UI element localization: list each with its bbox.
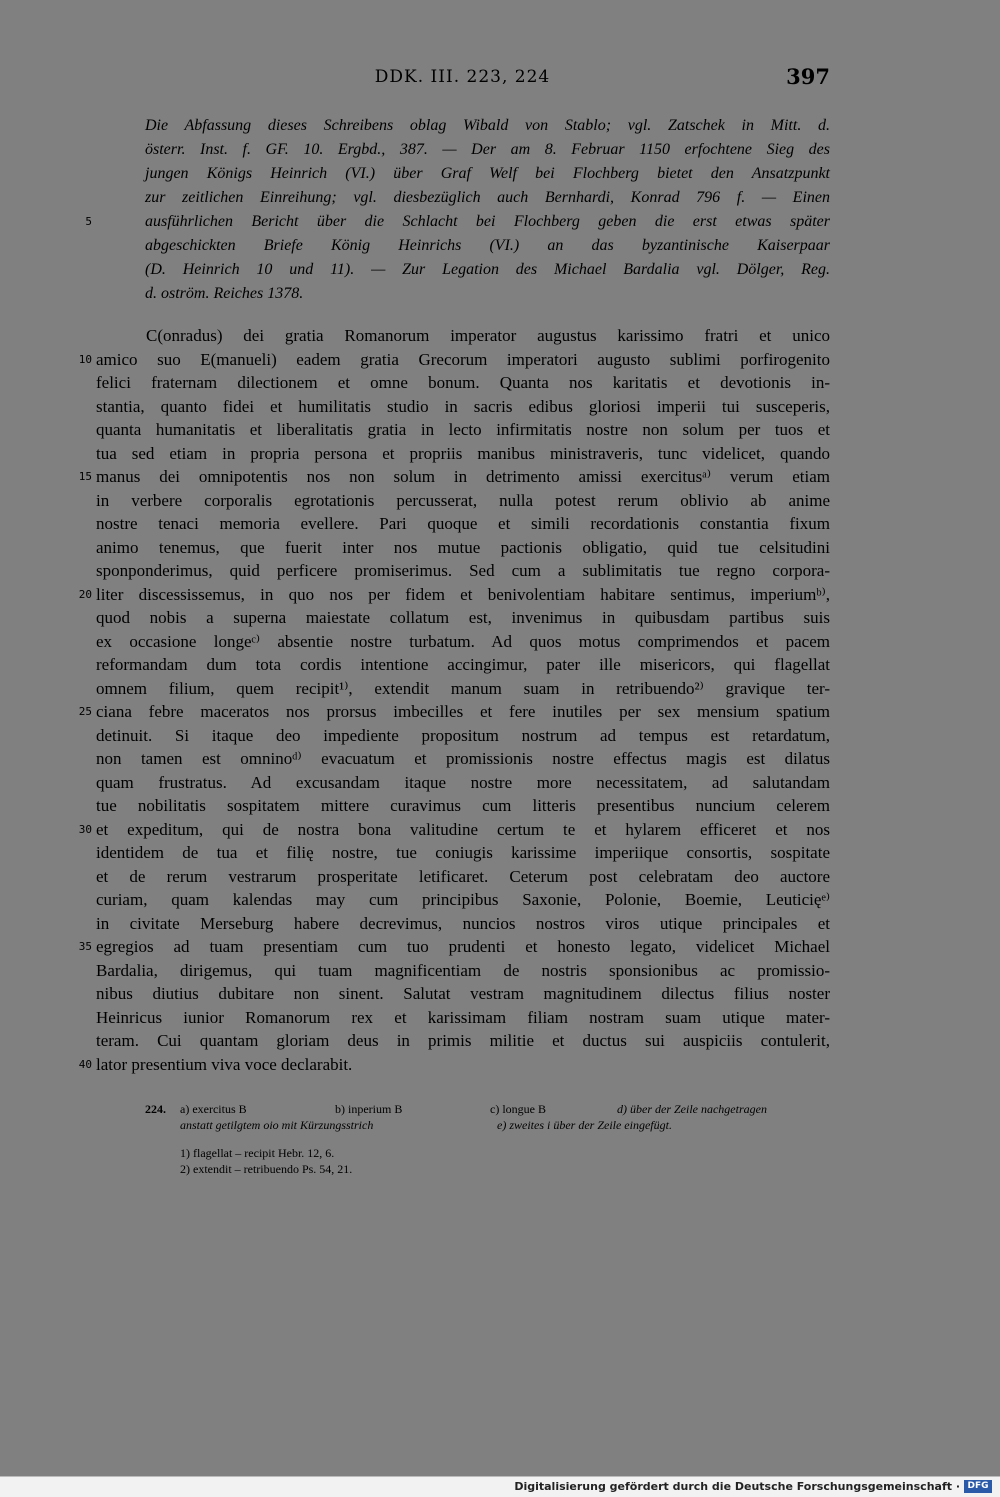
text-line: liter discessissemus, in quo nos per fidem et benivolentiam habitare sentimus, imperiumᵇ⁾, — [96, 584, 830, 604]
footnote-d-continued: anstatt getilgtem oio mit Kürzungsstrich — [180, 1118, 374, 1132]
digitization-footer — [0, 1476, 1000, 1497]
text-line: Heinricus iunior Romanorum rex et karissimam filiam nostram suam utique mater- — [96, 1007, 830, 1027]
footnote-c: c) longue B — [490, 1102, 546, 1116]
text-line: reformandam dum tota cordis intentione accingimur, pater ille misericors, qui flagellat — [96, 655, 830, 674]
margin-line-number: 20 — [78, 587, 92, 601]
text-line: ciana febre maceratos nos prorsus imbecilles et fere inutiles per sex mensium spatium — [96, 702, 830, 721]
text-line: animo tenemus, que fuerit inter nos mutue pactionis obligatio, quid tue celsitudini — [96, 537, 830, 557]
footnote-d: d) über der Zeile nachgetragen — [617, 1102, 767, 1116]
text-line: tua sed etiam in propria persona et propriis manibus ministraveris, tunc videlicet, quando — [96, 443, 830, 463]
preface-line: österr. Inst. f. GF. 10. Ergbd., 387. — Der am 8. Februar 1150 erfochtene Sieg des — [145, 141, 830, 158]
text-line: stantia, quanto fidei et humilitatis studio in sacris edibus gloriosi imperii tui susceperis, — [96, 396, 830, 416]
text-line: felici fraternam dilectionem et omne bonum. Quanta nos karitatis et devotionis in- — [96, 373, 830, 392]
preface-line: ausführlichen Bericht über die Schlacht bei Flochberg geben die erst etwas später — [145, 213, 830, 230]
text-line: curiam, quam kalendas may cum principibus Saxonie, Polonie, Boemie, Leuticięᵉ⁾ — [96, 890, 830, 909]
charter-text — [96, 324, 830, 1076]
footnote-doc-number: 224. — [145, 1102, 166, 1116]
margin-line-number: 15 — [78, 470, 92, 483]
text-line: et expeditum, qui de nostra bona valitudine certum te et hylarem efficeret et nos — [96, 819, 830, 839]
page-number: 397 — [786, 64, 830, 89]
text-line: amico suo E(manueli) eadem gratia Grecorum imperatori augusto sublimi porfirogenito — [96, 349, 830, 369]
running-head — [95, 64, 830, 90]
text-line: in verbere corporalis egrotationis percusserat, nulla potest rerum oblivio ab anime — [96, 490, 830, 510]
footnote-reference-2: 2) extendit – retribuendo Ps. 54, 21. — [180, 1162, 353, 1176]
text-line: detinuit. Si itaque deo impediente propositum nostrum ad tempus est retardatum, — [96, 725, 830, 745]
text-line: C(onradus) dei gratia Romanorum imperator augustus karissimo fratri et unico — [146, 326, 830, 345]
margin-line-number: 10 — [78, 352, 92, 366]
margin-line-number: 35 — [78, 940, 92, 953]
preface-line: Die Abfassung dieses Schreibens oblag Wibald von Stablo; vgl. Zatschek in Mitt. d. — [145, 117, 830, 134]
footnote-row-textcritical-2 — [145, 1117, 835, 1133]
footnote-reference-1: 1) flagellat – recipit Hebr. 12, 6. — [180, 1146, 335, 1160]
text-line: quod nobis a superna maiestate collatum est, invenimus in quibusdam partibus suis — [96, 608, 830, 627]
text-line: omnem filium, quem recipit¹⁾, extendit manum suam in retribuendo²⁾ gravique ter- — [96, 678, 830, 698]
text-line: lator presentium viva voce declarabit. — [96, 1054, 353, 1074]
text-line: et de rerum vestrarum prosperitate letificaret. Ceterum post celebratam deo auctore — [96, 866, 830, 886]
footnote-b: b) inperium B — [335, 1102, 403, 1116]
text-line: Bardalia, dirigemus, qui tuam magnificentiam de nostris sponsionibus ac promissio- — [96, 960, 830, 980]
text-line: quanta humanitatis et liberalitatis gratia in lecto infirmitatis nostre non solum per tuos et — [96, 420, 830, 439]
text-line: teram. Cui quantam gloriam deus in primis militie et ductus sui auspiciis contulerit, — [96, 1031, 830, 1050]
running-head-title: DDK. III. 223, 224 — [374, 67, 551, 87]
preface-commentary — [145, 114, 830, 306]
margin-line-number: 40 — [78, 1057, 92, 1071]
text-line: egregios ad tuam presentiam cum tuo prudenti et honesto legato, videlicet Michael — [96, 937, 830, 956]
preface-line: jungen Königs Heinrich (VI.) über Graf Welf bei Flochberg bietet den Ansatzpunkt — [145, 165, 830, 182]
text-line: in civitate Merseburg habere decrevimus, nuncios nostros viros utique principales et — [96, 913, 830, 933]
footnote-a: a) exercitus B — [180, 1102, 247, 1116]
footnote-e: e) zweites i über der Zeile eingefügt. — [497, 1118, 672, 1132]
margin-line-number: 5 — [85, 215, 92, 228]
preface-line: (D. Heinrich 10 und 11). — Zur Legation des Michael Bardalia vgl. Dölger, Reg. — [145, 261, 830, 278]
text-line: sponponderimus, quid perficere promiserimus. Sed cum a sublimitatis tue regno corpora- — [96, 561, 830, 580]
text-line: tue nobilitatis sospitatem mittere curavimus cum litteris presentibus nuncium celerem — [96, 796, 830, 815]
text-line: nostre tenaci memoria evellere. Pari quoque et simili recordationis constantia fixum — [96, 514, 830, 533]
preface-line: zur zeitlichen Einreihung; vgl. diesbezüglich auch Bernhardi, Konrad 796 f. — Einen — [145, 189, 830, 206]
footer-credit: Digitalisierung gefördert durch die Deutsche Forschungsgemeinschaft · — [514, 1480, 960, 1493]
dfg-logo-icon[interactable]: DFG — [964, 1480, 992, 1493]
text-line: quam frustratus. Ad excusandam itaque nostre more necessitatem, ad salutandam — [96, 772, 830, 792]
margin-line-number: 30 — [78, 822, 92, 836]
text-line: ex occasione longeᶜ⁾ absentie nostre turbatum. Ad quos motus comprimendos et pacem — [96, 631, 830, 651]
preface-line: d. oström. Reiches 1378. — [145, 285, 304, 302]
footnote-row-textcritical-1 — [145, 1101, 835, 1117]
text-line: manus dei omnipotentis nos non solum in detrimento amissi exercitusᵃ⁾ verum etiam — [96, 467, 830, 486]
text-line: nibus diutius dubitare non sinent. Salutat vestram magnitudinem dilectus filius noster — [96, 984, 830, 1003]
footnotes — [145, 1101, 835, 1177]
preface-line: abgeschickten Briefe König Heinrichs (VI.) an das byzantinische Kaiserpaar — [145, 237, 830, 254]
margin-line-number: 25 — [78, 705, 92, 718]
text-line: identidem de tua et filię nostre, tue coniugis karissime imperiique consortis, sospitate — [96, 843, 830, 862]
text-line: non tamen est omninoᵈ⁾ evacuatum et promissionis nostre effectus magis est dilatus — [96, 749, 830, 768]
